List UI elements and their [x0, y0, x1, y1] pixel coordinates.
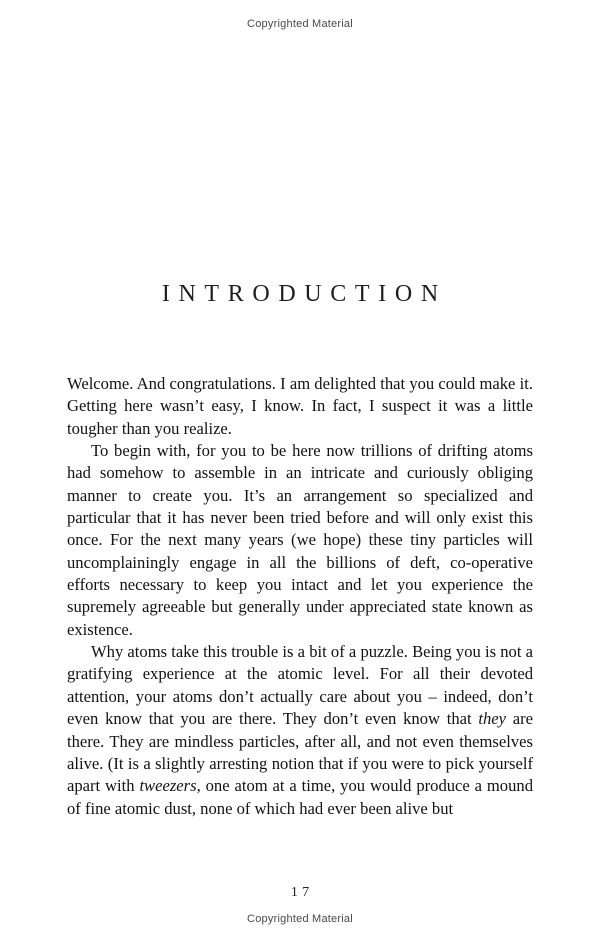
page-number: 17	[290, 885, 314, 900]
text-run: Welcome. And congratulations. I am delighted that you could make it. Getting here wasn’t easy, I know. In fact, I suspect it was a little tougher than you realize.	[67, 374, 533, 438]
italic-text-run: tweezers	[139, 776, 197, 796]
chapter-title: INTRODUCTION	[161, 281, 447, 307]
body-text	[67, 373, 533, 820]
text-run: Why atoms take this trouble is a bit of a puzzle. Being you is not a gratifying experience at the atomic level. For all their devoted attention, your atoms don’t actually care about you – indeed, don’t even know that you are there. They don’t even know that	[67, 642, 533, 729]
italic-text-run: they	[478, 709, 506, 729]
copyright-notice-bottom: Copyrighted Material	[247, 913, 353, 925]
copyright-notice-top: Copyrighted Material	[247, 18, 353, 30]
text-run: , one atom at a time, you would produce a mound of fine atomic dust, none of which had ever been alive but	[67, 776, 533, 818]
paragraph	[67, 641, 533, 820]
paragraph	[67, 440, 533, 641]
text-run: are there. They are mindless particles, after all, and not even themselves alive. (It is a slightly arresting notion that if you were to pick yourself apart with	[67, 709, 534, 796]
paragraph	[67, 373, 533, 440]
text-run: To begin with, for you to be here now trillions of drifting atoms had somehow to assemble in an intricate and curiously obliging manner to create you. It’s an arrangement so specialized and particular that it has never been tried before and will only exist this once. For the next many years (we hope) these tiny particles will uncomplainingly engage in all the billions of deft, co-operative efforts necessary to keep you intact and let you experience the supremely agreeable but generally under appreciated state known as existence.	[67, 441, 533, 639]
